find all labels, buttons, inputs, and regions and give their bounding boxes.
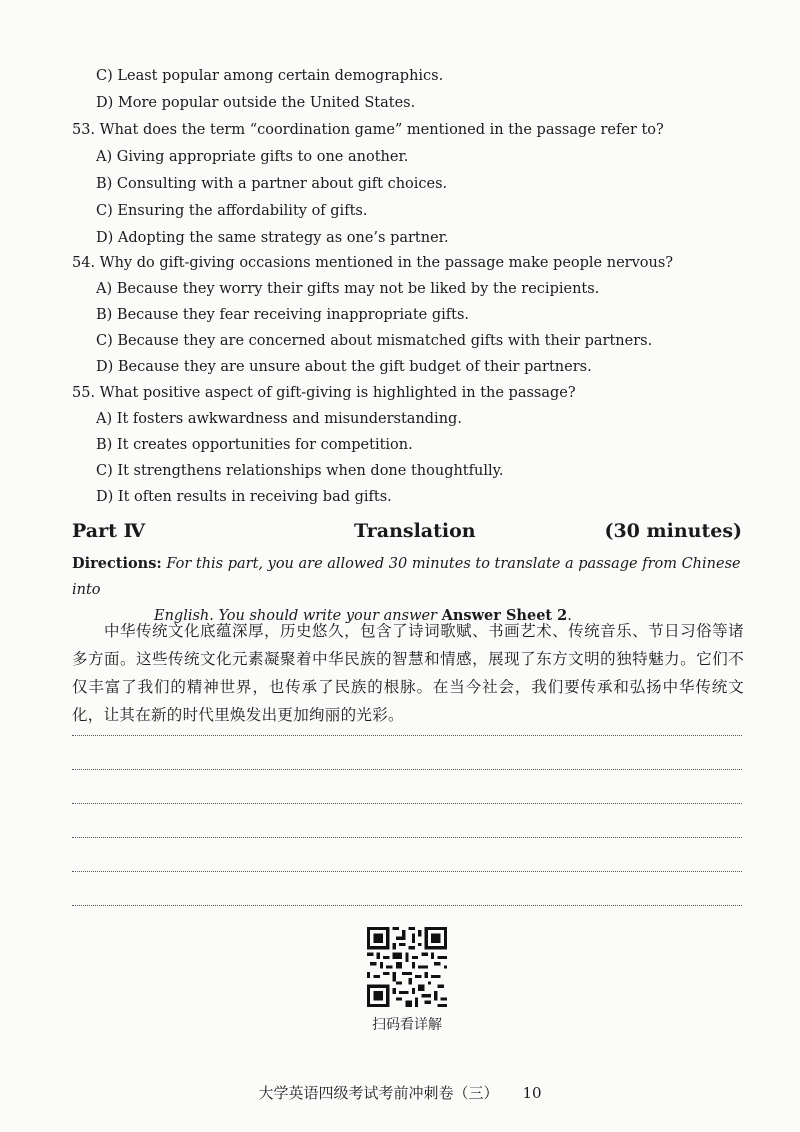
q52-option-c: C) Least popular among certain demographics. bbox=[96, 68, 444, 84]
q54-option-a: A) Because they worry their gifts may not be liked by the recipients. bbox=[96, 281, 600, 297]
translation-passage: 中华传统文化底蕴深厚，历史悠久，包含了诗词歌赋、书画艺术、传统音乐、节日习俗等诸多方面。这些传统文化元素凝聚着中华民族的智慧和情感，展现了东方文明的独特魅力。它们不仅丰富了我们的精神世界，也传承了民族的根脉。在当今社会，我们要传承和弘扬中华传统文化，让其在新的时代里焕发出更加绚丽的光彩。 bbox=[72, 621, 744, 724]
q54-option-d: D) Because they are unsure about the gift budget of their partners. bbox=[96, 359, 592, 375]
q53-option-b: B) Consulting with a partner about gift choices. bbox=[96, 176, 448, 192]
answer-line[interactable] bbox=[72, 735, 742, 736]
answer-line[interactable] bbox=[72, 769, 742, 770]
part-label: Part Ⅳ bbox=[72, 520, 146, 542]
q55-option-b: B) It creates opportunities for competition. bbox=[96, 437, 413, 453]
q54-option-c: C) Because they are concerned about mismatched gifts with their partners. bbox=[96, 333, 653, 349]
answer-line[interactable] bbox=[72, 871, 742, 872]
q52-option-d: D) More popular outside the United States. bbox=[96, 95, 416, 111]
q54-option-b: B) Because they fear receiving inappropriate gifts. bbox=[96, 307, 470, 323]
directions-end: . bbox=[567, 608, 572, 624]
qr-code-icon[interactable] bbox=[367, 927, 447, 1007]
q55-option-d: D) It often results in receiving bad gifts. bbox=[96, 489, 392, 505]
part-time: (30 minutes) bbox=[604, 520, 742, 542]
qr-caption: 扫码看详解 bbox=[372, 1017, 442, 1033]
footer-title: 大学英语四级考试考前冲刺卷（三） bbox=[258, 1084, 499, 1102]
answer-line[interactable] bbox=[72, 803, 742, 804]
directions-answer-sheet: Answer Sheet 2 bbox=[441, 607, 568, 624]
part-title: Translation bbox=[354, 520, 476, 542]
part4-heading bbox=[72, 520, 742, 548]
q54-question: 54. Why do gift-giving occasions mentioned in the passage make people nervous? bbox=[72, 255, 674, 271]
q55-question: 55. What positive aspect of gift-giving is highlighted in the passage? bbox=[72, 385, 576, 401]
directions-text-2: English. You should write your answer bbox=[154, 608, 437, 624]
q53-option-d: D) Adopting the same strategy as one’s partner. bbox=[96, 230, 449, 246]
q53-option-c: C) Ensuring the affordability of gifts. bbox=[96, 203, 368, 219]
directions-text-1: For this part, you are allowed 30 minutes to translate a passage from Chinese into bbox=[72, 556, 741, 598]
q53-question: 53. What does the term “coordination game” mentioned in the passage refer to? bbox=[72, 122, 664, 138]
q53-option-a: A) Giving appropriate gifts to one another. bbox=[96, 149, 409, 165]
answer-line[interactable] bbox=[72, 837, 742, 838]
page-footer bbox=[0, 1082, 800, 1103]
q55-option-a: A) It fosters awkwardness and misunderstanding. bbox=[96, 411, 462, 427]
answer-line[interactable] bbox=[72, 905, 742, 906]
directions-label: Directions: bbox=[72, 555, 162, 572]
q55-option-c: C) It strengthens relationships when done thoughtfully. bbox=[96, 463, 504, 479]
page-number: 10 bbox=[522, 1084, 542, 1102]
